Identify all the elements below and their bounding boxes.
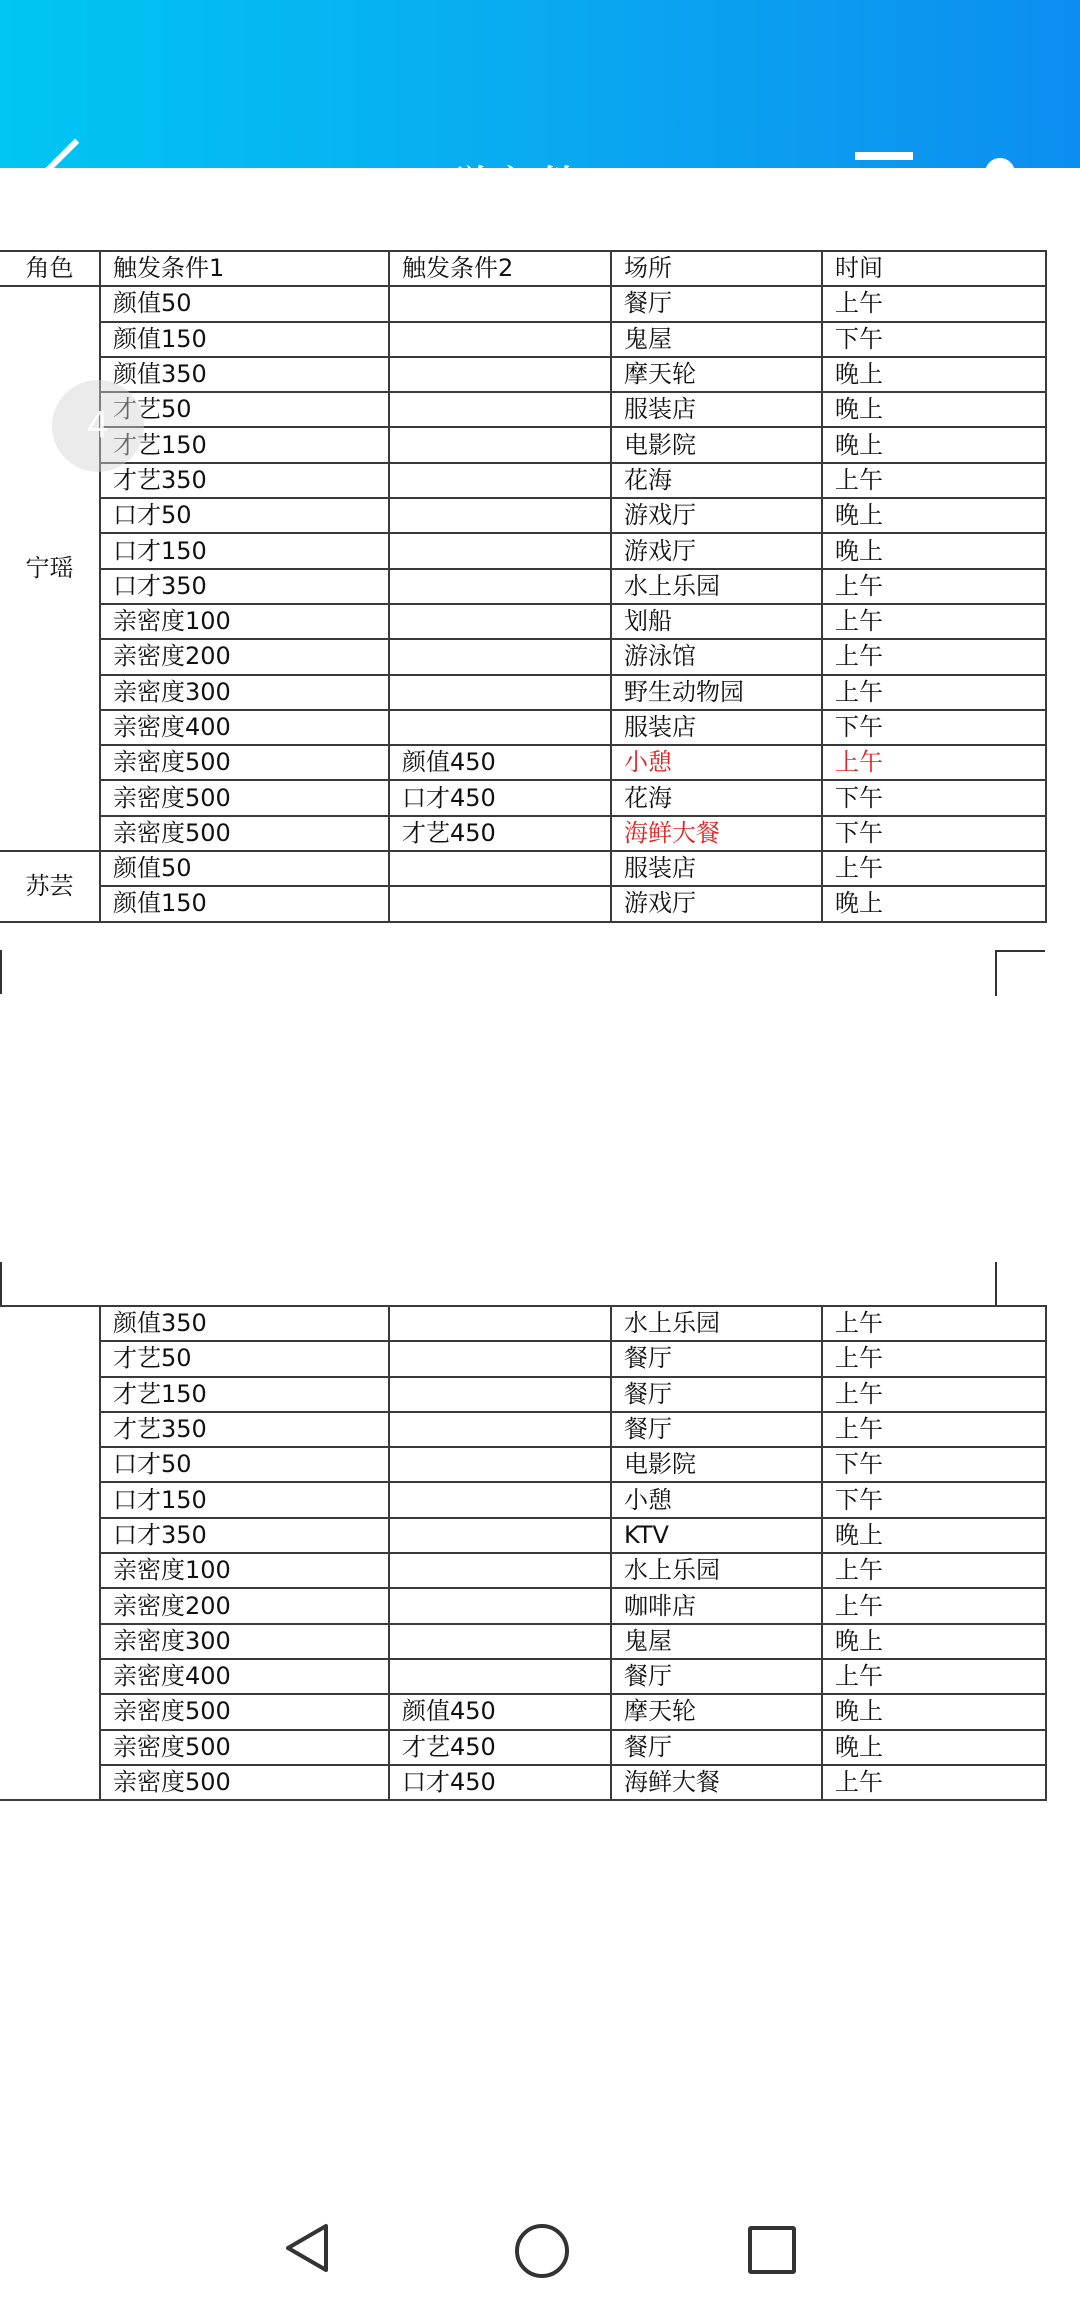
table-cell [389,675,611,710]
table-cell: 颜值350 [100,357,389,392]
table-cell [389,1341,611,1376]
table-cell: 口才450 [389,780,611,815]
table-cell [389,1518,611,1553]
table-cell: 颜值150 [100,886,389,921]
table-cell: 下午 [822,322,1046,357]
table-row [0,1553,1046,1588]
table-row [0,1624,1046,1659]
table-cell: 颜值50 [100,286,389,321]
table-cell: 水上乐园 [611,569,822,604]
table-cell: 晚上 [822,533,1046,568]
table-cell: 服装店 [611,851,822,886]
table-cell: 上午 [822,286,1046,321]
table-row [0,1730,1046,1765]
table-cell: 亲密度100 [100,1553,389,1588]
table-cell: 餐厅 [611,1341,822,1376]
menu-icon[interactable] [855,152,913,160]
table-cell: 下午 [822,780,1046,815]
table-cell [389,357,611,392]
table-cell [389,427,611,462]
table-cell [389,604,611,639]
table-cell: 上午 [822,569,1046,604]
schedule-table-1 [0,250,1047,923]
table-cell: 晚上 [822,1694,1046,1729]
table-cell: 口才50 [100,1447,389,1482]
table-row [0,1588,1046,1623]
table-cell [389,1306,611,1341]
table-cell: 下午 [822,1482,1046,1517]
table-cell: 晚上 [822,1518,1046,1553]
table-cell: 亲密度500 [100,1765,389,1800]
table-cell: 小憩 [611,1482,822,1517]
table-cell: 水上乐园 [611,1306,822,1341]
table-cell: 颜值150 [100,322,389,357]
table-cell: 餐厅 [611,286,822,321]
table-row [0,851,1046,886]
table-cell: 上午 [822,1765,1046,1800]
table-row [0,357,1046,392]
table-cell: 颜值350 [100,1306,389,1341]
table-cell: 上午 [822,1412,1046,1447]
table-cell [389,851,611,886]
table-cell: 游戏厅 [611,498,822,533]
table-cell: 口才350 [100,1518,389,1553]
table-cell: 餐厅 [611,1377,822,1412]
table-row [0,745,1046,780]
table-cell: 服装店 [611,710,822,745]
table-cell: 花海 [611,780,822,815]
table-cell: 上午 [822,851,1046,886]
table-cell: 晚上 [822,357,1046,392]
table-row [0,780,1046,815]
table-row [0,1341,1046,1376]
table-cell: 划船 [611,604,822,639]
table-row [0,427,1046,462]
table-row [0,1659,1046,1694]
role-cell [0,1306,100,1800]
table-cell: 餐厅 [611,1412,822,1447]
table-cell: 亲密度500 [100,1694,389,1729]
table-cell: 口才150 [100,533,389,568]
table-cell: 晚上 [822,427,1046,462]
back-arrow-icon[interactable] [42,138,107,203]
table-cell: 口才50 [100,498,389,533]
table-cell: 晚上 [822,1624,1046,1659]
table-cell [389,569,611,604]
table-row [0,322,1046,357]
table-cell: 游戏厅 [611,886,822,921]
table-cell: 亲密度500 [100,1730,389,1765]
table-cell: 上午 [822,604,1046,639]
table-cell: 颜值450 [389,745,611,780]
column-header: 时间 [822,251,1046,286]
table-row [0,675,1046,710]
table-cell: 咖啡店 [611,1588,822,1623]
table-row [0,1447,1046,1482]
table-cell: 亲密度500 [100,780,389,815]
table-cell: 颜值50 [100,851,389,886]
table-cell: 小憩 [611,745,822,780]
table-cell: 上午 [822,463,1046,498]
table-cell [389,1659,611,1694]
table-cell [389,1412,611,1447]
table-row [0,1306,1046,1341]
table-row [0,498,1046,533]
more-icon[interactable] [985,158,1015,188]
table-cell: 服装店 [611,392,822,427]
table-cell: 上午 [822,1659,1046,1694]
table-cell: 下午 [822,710,1046,745]
table-cell [389,710,611,745]
table-cell: 亲密度500 [100,745,389,780]
table-cell: 亲密度200 [100,1588,389,1623]
table-row [0,1518,1046,1553]
table-cell [389,322,611,357]
table-cell [389,1588,611,1623]
square-recent-icon[interactable] [748,2226,796,2274]
table-cell: 鬼屋 [611,1624,822,1659]
table-row [0,639,1046,674]
table-cell [389,1553,611,1588]
table-cell [389,1624,611,1659]
table-cell: 游泳馆 [611,639,822,674]
table-cell: 餐厅 [611,1659,822,1694]
table-row [0,816,1046,851]
table-cell: 游戏厅 [611,533,822,568]
table-row [0,886,1046,921]
column-header: 触发条件2 [389,251,611,286]
table-row [0,286,1046,321]
circle-home-icon[interactable] [515,2224,569,2278]
table-cell: 晚上 [822,886,1046,921]
table-cell [389,392,611,427]
role-cell: 苏芸 [0,851,100,922]
table-cell: 亲密度300 [100,675,389,710]
table-cell: 亲密度100 [100,604,389,639]
table-cell: 口才150 [100,1482,389,1517]
table-cell [389,1447,611,1482]
table-cell: 才艺450 [389,816,611,851]
table-cell: 晚上 [822,392,1046,427]
table-cell: 电影院 [611,427,822,462]
crop-mark [0,1262,50,1306]
table-row [0,392,1046,427]
schedule-table-2 [0,1305,1047,1801]
page-indicator-button[interactable]: 4 [52,380,144,472]
table-row [0,710,1046,745]
table-cell: 亲密度400 [100,710,389,745]
table-header-row [0,251,1046,286]
table-row [0,1412,1046,1447]
table-cell: 水上乐园 [611,1553,822,1588]
table-cell: 上午 [822,1341,1046,1376]
table-row [0,463,1046,498]
crop-mark [995,1262,1045,1306]
table-cell: 上午 [822,745,1046,780]
table-cell: 上午 [822,639,1046,674]
table-cell [389,533,611,568]
column-header: 场所 [611,251,822,286]
table-cell: 才艺350 [100,1412,389,1447]
table-cell: 亲密度200 [100,639,389,674]
table-cell: 野生动物园 [611,675,822,710]
table-cell [389,286,611,321]
table-row [0,1694,1046,1729]
table-cell: 摩天轮 [611,1694,822,1729]
table-cell: 餐厅 [611,1730,822,1765]
table-cell: 上午 [822,675,1046,710]
crop-mark [0,950,50,994]
table-cell: 口才450 [389,1765,611,1800]
table-cell: 亲密度400 [100,1659,389,1694]
triangle-back-icon[interactable] [284,2222,330,2274]
table-cell: 才艺50 [100,1341,389,1376]
table-cell [389,463,611,498]
table-cell [389,639,611,674]
table-row [0,1377,1046,1412]
table-cell: 下午 [822,816,1046,851]
table-cell: 下午 [822,1447,1046,1482]
table-cell [389,1482,611,1517]
column-header: 触发条件1 [100,251,389,286]
table-cell: 电影院 [611,1447,822,1482]
table-cell: 亲密度300 [100,1624,389,1659]
table-cell: 海鲜大餐 [611,1765,822,1800]
table-row [0,533,1046,568]
table-cell: 口才350 [100,569,389,604]
crop-mark [995,950,1045,996]
table-cell: 才艺150 [100,427,389,462]
table-cell: 上午 [822,1553,1046,1588]
table-cell: 海鲜大餐 [611,816,822,851]
role-cell: 宁瑶 [0,286,100,851]
table-row [0,1482,1046,1517]
table-cell: 鬼屋 [611,322,822,357]
table-row [0,1765,1046,1800]
table-cell: 才艺350 [100,463,389,498]
table-cell: 上午 [822,1588,1046,1623]
table-cell: 晚上 [822,1730,1046,1765]
table-cell: 摩天轮 [611,357,822,392]
table-cell: 颜值450 [389,1694,611,1729]
table-row [0,604,1046,639]
table-cell: KTV [611,1518,822,1553]
table-cell: 才艺50 [100,392,389,427]
table-cell: 上午 [822,1306,1046,1341]
table-cell [389,886,611,921]
column-header: 角色 [0,251,100,286]
table-cell [389,1377,611,1412]
table-cell: 晚上 [822,498,1046,533]
table-cell: 才艺450 [389,1730,611,1765]
table-cell [389,498,611,533]
table-row [0,569,1046,604]
table-cell: 上午 [822,1377,1046,1412]
app-header [0,0,1080,217]
table-cell: 花海 [611,463,822,498]
table-cell: 亲密度500 [100,816,389,851]
table-cell: 才艺150 [100,1377,389,1412]
page-title: 群文件 [440,161,585,217]
